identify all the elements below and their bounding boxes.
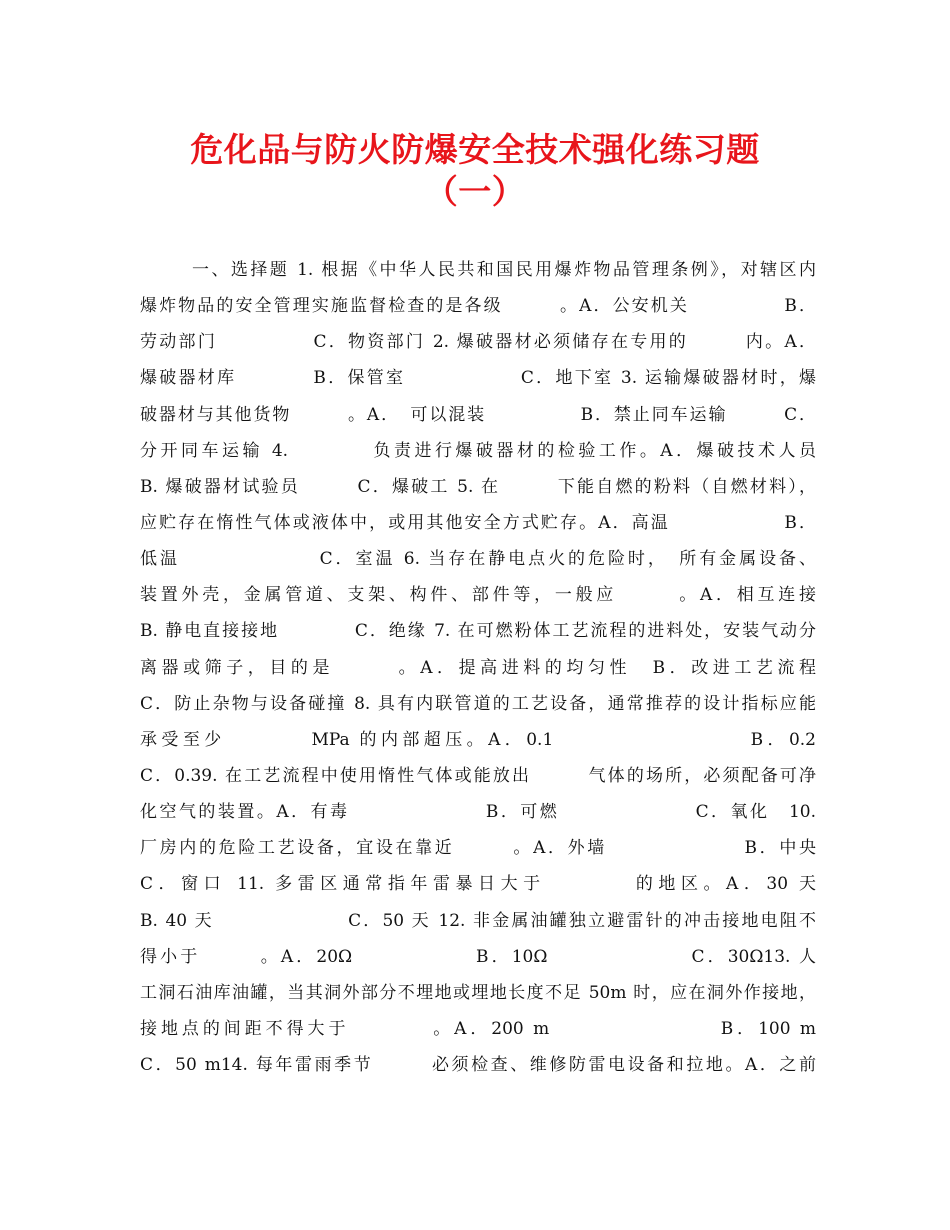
text-line: B. 爆破器材试验员 C．爆破工 5. 在 下能自燃的粉料（自燃材料）， <box>140 476 816 497</box>
text-line: C．0.39. 在工艺流程中使用惰性气体或能放出 气体的场所，必须配备可净 <box>140 765 816 786</box>
document-title: 危化品与防火防爆安全技术强化练习题 <box>190 130 760 169</box>
text-line: 厂房内的危险工艺设备，宜设在靠近 。A．外墙 B．中央 <box>140 838 816 859</box>
text-line: C．防止杂物与设备碰撞 8. 具有内联管道的工艺设备，通常推荐的设计指标应能 <box>140 693 816 714</box>
text-line: 离器或筛子，目的是 。A．提高进料的均匀性 B．改进工艺流程 <box>140 657 816 678</box>
text-line: 装置外壳，金属管道、支架、构件、部件等，一般应 。A．相互连接 <box>140 585 816 606</box>
text-line: C．窗口 11. 多雷区通常指年雷暴日大于 的地区。A．30 天 <box>140 874 816 895</box>
text-line: 承受至少 MPa 的内部超压。A．0.1 B．0.2 <box>140 729 816 750</box>
text-line: 分开同车运输 4. 负责进行爆破器材的检验工作。A．爆破技术人员 <box>140 440 816 461</box>
text-line: 接地点的间距不得大于 。A．200 m B．100 m <box>140 1018 816 1039</box>
text-line: B. 40 天 C．50 天 12. 非金属油罐独立避雷针的冲击接地电阻不 <box>140 910 816 931</box>
text-line: 爆破器材库 B．保管室 C．地下室 3. 运输爆破器材时，爆 <box>140 368 816 389</box>
text-line: 一、选择题 1. 根据《中华人民共和国民用爆炸物品管理条例》，对辖区内 <box>192 260 816 280</box>
text-line: 应贮存在惰性气体或液体中，或用其他安全方式贮存。A．高温 B． <box>140 512 816 533</box>
text-line: 化空气的装置。A．有毒 B．可燃 C．氧化 10. <box>140 802 816 823</box>
document-title-number: （一） <box>424 172 526 211</box>
text-line: 工洞石油库油罐，当其洞外部分不埋地或埋地长度不足 50m 时，应在洞外作接地， <box>140 982 816 1003</box>
text-line: C．50 m14. 每年雷雨季节 必须检查、维修防雷电设备和拉地。A．之前 <box>140 1055 816 1076</box>
text-line: 低温 C．室温 6. 当存在静电点火的危险时， 所有金属设备、 <box>140 549 816 570</box>
text-line: 得小于 。A．20Ω B．10Ω C．30Ω13. 人 <box>140 946 816 967</box>
text-line: 劳动部门 C．物资部门 2. 爆破器材必须储存在专用的 内。A． <box>140 332 816 353</box>
text-line: B. 静电直接接地 C．绝缘 7. 在可燃粉体工艺流程的进料处，安装气动分 <box>140 621 816 642</box>
document-body <box>140 252 816 1083</box>
text-line: 爆炸物品的安全管理实施监督检查的是各级 。A．公安机关 B． <box>140 296 816 317</box>
text-line: 破器材与其他货物 。A． 可以混装 B．禁止同车运输 C． <box>140 404 816 425</box>
